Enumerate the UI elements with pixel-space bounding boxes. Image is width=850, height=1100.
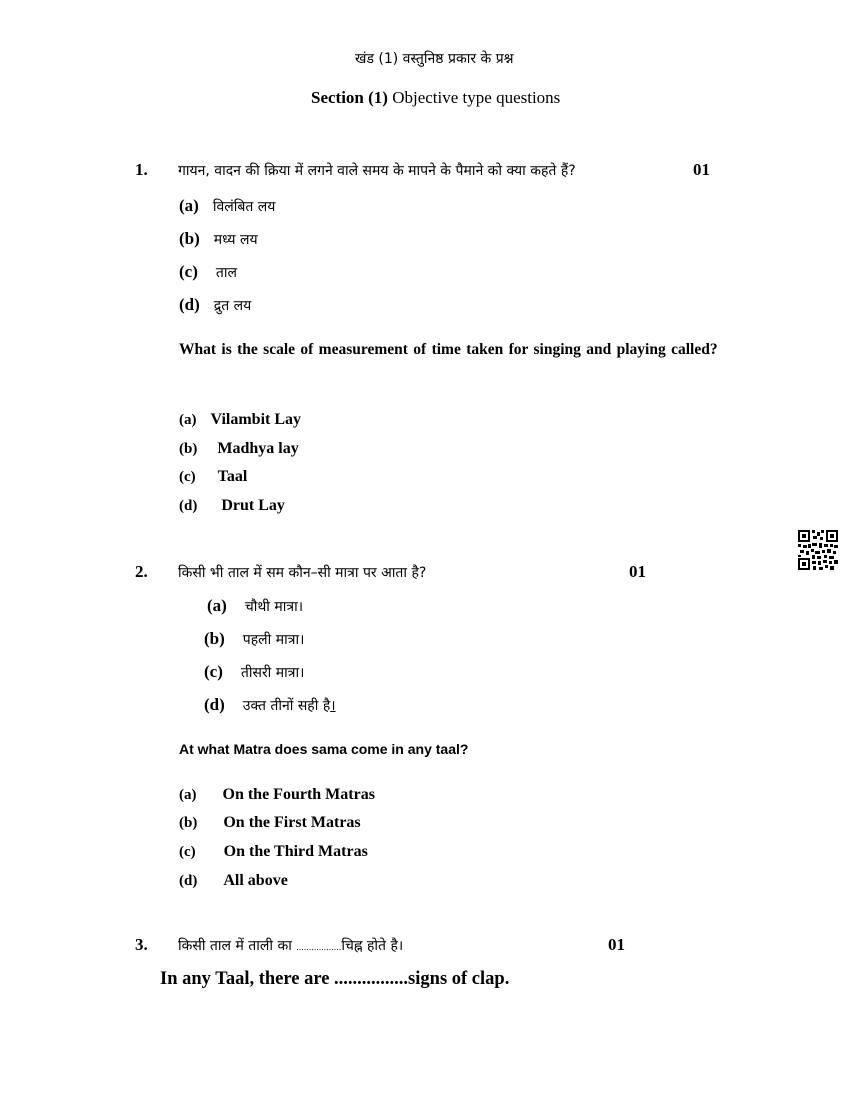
question-number: 2. <box>135 562 148 581</box>
option-label: (b) <box>179 815 198 831</box>
english-option-b <box>179 814 361 832</box>
option-text: मध्य लय <box>213 232 258 248</box>
option-label: (c) <box>179 844 196 860</box>
option-text: तीसरी मात्रा। <box>240 665 305 681</box>
english-option-a <box>179 411 301 429</box>
english-option-a <box>179 786 375 804</box>
option-label: (a) <box>179 787 197 803</box>
section-title-bold: Section (1) <box>311 88 388 107</box>
question-english-text: At what Matra does sama come in any taal? <box>179 741 469 757</box>
question-number: 3. <box>135 935 148 954</box>
option-label: (d) <box>179 295 200 314</box>
section-title-rest: Objective type questions <box>387 88 561 107</box>
hindi-option-c <box>179 262 237 282</box>
english-option-b <box>179 440 299 458</box>
hindi-option-d <box>204 695 336 715</box>
question-marks: 01 <box>693 160 710 179</box>
option-text: चौथी मात्रा। <box>244 599 304 615</box>
question-marks: 01 <box>608 935 625 954</box>
option-text: Drut Lay <box>221 497 285 514</box>
option-label: (d) <box>179 498 198 514</box>
option-label: (c) <box>179 469 196 485</box>
option-text: उक्त तीनों सही है <box>242 698 331 714</box>
english-option-c <box>179 468 247 486</box>
hindi-option-c <box>204 662 304 682</box>
option-label: (b) <box>179 229 200 248</box>
qr-code-icon <box>798 530 838 570</box>
question-english-text: In any Taal, there are ................signs of clap. <box>160 969 510 989</box>
hindi-section-title: खंड (1) वस्तुनिष्ठ प्रकार के प्रश्न <box>355 51 514 67</box>
hindi-option-d <box>179 295 251 315</box>
option-text: द्रुत लय <box>213 298 252 314</box>
option-text: On the Third Matras <box>223 843 368 860</box>
hindi-option-a <box>179 196 275 216</box>
option-label: (a) <box>179 412 197 428</box>
option-label: (d) <box>204 695 225 714</box>
question-hindi-text-start: किसी ताल में ताली का <box>178 938 297 954</box>
option-text: ताल <box>215 265 237 281</box>
option-text: पहली मात्रा। <box>242 632 305 648</box>
english-option-d <box>179 497 285 515</box>
option-label: (b) <box>179 441 198 457</box>
question-hindi-text: किसी भी ताल में सम कौन–सी मात्रा पर आता है? <box>178 565 427 581</box>
section-title <box>311 88 560 108</box>
option-text: On the First Matras <box>223 814 361 831</box>
hindi-option-b <box>204 629 304 649</box>
question-number: 1. <box>135 160 148 179</box>
hindi-option-a <box>207 596 303 616</box>
option-text: Madhya lay <box>217 440 299 457</box>
blank-dots: .................. <box>296 942 342 952</box>
option-text: Vilambit Lay <box>210 411 302 428</box>
hindi-option-b <box>179 229 258 249</box>
option-text: All above <box>223 872 288 889</box>
question-english-text: What is the scale of measurement of time taken for singing and playing called? <box>179 341 718 358</box>
option-label: (a) <box>179 196 199 215</box>
question-hindi-text <box>178 936 403 955</box>
option-label: (c) <box>179 262 198 281</box>
option-label: (a) <box>207 596 227 615</box>
option-text: विलंबित लय <box>212 199 276 215</box>
question-marks: 01 <box>629 562 646 581</box>
option-label: (c) <box>204 662 223 681</box>
option-text-suffix: । <box>330 698 336 714</box>
option-label: (d) <box>179 873 198 889</box>
option-text: On the Fourth Matras <box>222 786 375 803</box>
question-hindi-text-end: चिह्न होते है। <box>341 938 404 954</box>
english-option-d <box>179 872 288 890</box>
question-hindi-text: गायन, वादन की क्रिया में लगने वाले समय के मापने के पैमाने को क्या कहते हैं? <box>178 163 576 179</box>
option-label: (b) <box>204 629 225 648</box>
option-text: Taal <box>217 468 248 485</box>
english-option-c <box>179 843 368 861</box>
